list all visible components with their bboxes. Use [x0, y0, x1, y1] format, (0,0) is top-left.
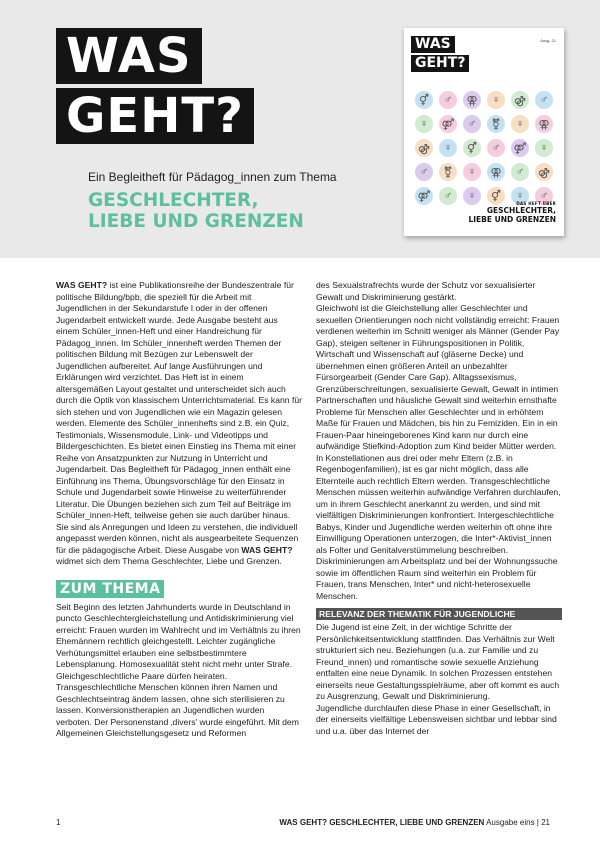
- gender-symbol-glyph: ♂: [511, 163, 529, 181]
- page-number: 1: [56, 818, 61, 827]
- intro-brand: WAS GEHT?: [56, 280, 108, 290]
- gender-symbol-icon: [412, 88, 436, 112]
- intro-paragraph: [56, 280, 302, 568]
- cover-caption: [468, 201, 556, 224]
- gender-symbol-glyph: ⚢: [535, 115, 553, 133]
- gender-symbol-glyph: ⚢: [463, 91, 481, 109]
- logo-line-1: WAS: [56, 28, 202, 84]
- gender-symbol-icon: [460, 136, 484, 160]
- cover-issue: Ausg. 21: [540, 38, 556, 43]
- logo-line-2: GEHT?: [56, 88, 254, 144]
- gender-symbol-glyph: ⚧: [487, 115, 505, 133]
- gender-symbol-icon: [436, 184, 460, 208]
- gender-symbol-icon: [484, 88, 508, 112]
- gender-symbol-glyph: ♀: [463, 163, 481, 181]
- right-column: [316, 280, 562, 737]
- cover-caption-small: DAS HEFT ÜBER: [516, 201, 556, 206]
- gender-symbol-icon: [412, 112, 436, 136]
- gender-symbol-icon: [436, 136, 460, 160]
- header-band: [0, 0, 600, 258]
- gender-symbol-glyph: ⚥: [463, 139, 481, 157]
- gender-symbol-glyph: ⚣: [415, 139, 433, 157]
- gender-symbol-glyph: ⚣: [535, 163, 553, 181]
- gender-symbol-icon: [436, 112, 460, 136]
- left-column: [56, 280, 302, 740]
- gender-symbol-icon: [460, 160, 484, 184]
- gender-symbol-icon: [436, 160, 460, 184]
- gender-symbol-icon: [532, 112, 556, 136]
- subtitle: Ein Begleitheft für Pädagog_innen zum Thema: [88, 170, 337, 184]
- gender-symbol-icon: [532, 160, 556, 184]
- gender-symbol-glyph: ⚤: [511, 139, 529, 157]
- gender-symbol-grid: [412, 88, 560, 208]
- gender-symbol-glyph: ⚤: [415, 187, 433, 205]
- footer-brand: WAS GEHT?: [279, 818, 327, 827]
- gender-symbol-glyph: ♀: [415, 115, 433, 133]
- gender-symbol-glyph: ⚧: [439, 163, 457, 181]
- theme-title: [88, 190, 304, 232]
- footer-title: [279, 818, 550, 827]
- gender-symbol-icon: [508, 160, 532, 184]
- cover-logo-line-1: WAS: [411, 36, 455, 53]
- gender-symbol-icon: [412, 160, 436, 184]
- gender-symbol-glyph: ♂: [463, 115, 481, 133]
- cover-caption-line-2: LIEBE UND GRENZEN: [468, 215, 556, 224]
- gender-symbol-glyph: ⚤: [439, 115, 457, 133]
- was-geht-logo: [56, 28, 246, 148]
- gender-symbol-icon: [412, 136, 436, 160]
- right-paragraph-4: Jugendliche durchlaufen diese Phase in einer Gesellschaft, in der einerseits vielfältige Lebensweisen sichtbar und lebbar sind und u.a. über das Internet der: [316, 702, 557, 736]
- gender-symbol-glyph: ♂: [487, 139, 505, 157]
- gender-symbol-icon: [484, 136, 508, 160]
- footer-theme: GESCHLECHTER, LIEBE UND GRENZEN: [326, 818, 485, 827]
- gender-symbol-icon: [508, 112, 532, 136]
- gender-symbol-glyph: ⚢: [487, 163, 505, 181]
- gender-symbol-icon: [484, 112, 508, 136]
- gender-symbol-glyph: ♂: [439, 91, 457, 109]
- gender-symbol-icon: [436, 88, 460, 112]
- sub-heading-relevanz: RELEVANZ DER THEMATIK FÜR JUGENDLICHE: [316, 608, 562, 620]
- cover-caption-line-1: GESCHLECHTER,: [486, 206, 556, 215]
- gender-symbol-glyph: ♂: [439, 187, 457, 205]
- gender-symbol-glyph: ♂: [535, 187, 553, 205]
- gender-symbol-glyph: ♀: [511, 187, 529, 205]
- gender-symbol-glyph: ⚣: [511, 91, 529, 109]
- intro-text: ist eine Publikationsreihe der Bundeszentrale für politische Bildung/bpb, die speziell für die Arbeit mit Jugendlichen in der Sekundarstufe I oder in der offenen Jugendarbeit entwickelt wurde. Jede Ausgabe besteht aus einem Schüler_innen-Heft und einer Handreichung für Pädagog_innen. Im Schüler_innenheft werden Themen der politischen Bildung mit Bezügen zur Lebenswelt der Jugendlichen aufbereitet. Auf lange Ausführungen und Erklärungen wird verzichtet. Das Heft ist in einem altersgemäßen Layout gestaltet und unterscheidet sich auch durch die Optik von klassischem Unterrichtsmaterial. Es kann für sich stehen und von Jugendlichen wie ein Magazin gelesen werden. Elemente des Schüler_innenhefts sind z.B. ein Quiz, Testimonials, Wissensmodule, Link- und Videotipps und Bildergeschichten. Es bietet einen Einstieg ins Thema mit einer Reihe von Ansatzpunkten zur Nutzung in Unterricht und Jugendarbeit. Das Begleitheft für Pädagog_innen enthält eine Einführung ins Thema, Übungsvorschläge für den Einsatz in Schule und Jugendarbeit sowie Hinweise zu weiterführender Literatur. Die Übungen beziehen sich zum Teil auf Beiträge im Schüler_innen-Heft, teilweise gehen sie auch darüber hinaus. Sie sind als Anregungen und Ideen zu verstehen, die individuell angepasst werden können, nicht als ausgearbeitete Sequenzen für die pädagogische Arbeit. Diese Ausgabe von: [56, 280, 302, 555]
- cover-logo-line-2: GEHT?: [411, 55, 469, 72]
- section-heading-zum-thema: ZUM THEMA: [56, 580, 164, 598]
- gender-symbol-glyph: ♂: [415, 163, 433, 181]
- gender-symbol-glyph: ⚥: [487, 187, 505, 205]
- gender-symbol-glyph: ♀: [439, 139, 457, 157]
- theme-title-line-2: LIEBE UND GRENZEN: [88, 211, 304, 232]
- gender-symbol-icon: [532, 88, 556, 112]
- gender-symbol-glyph: ♀: [511, 115, 529, 133]
- magazine-cover: [404, 28, 564, 236]
- gender-symbol-glyph: ♂: [535, 91, 553, 109]
- footer-edition: Ausgabe eins | 21: [484, 818, 550, 827]
- gender-symbol-glyph: ♀: [535, 139, 553, 157]
- gender-symbol-icon: [508, 136, 532, 160]
- cover-logo: [411, 36, 469, 74]
- gender-symbol-icon: [508, 88, 532, 112]
- zum-thema-paragraph: Seit Beginn des letzten Jahrhunderts wurde in Deutschland in puncto Geschlechtergleichstellung und Antidiskriminierung viel erreicht: Frauen wurden im Wahlrecht und im Verhältnis zu ihren Ehemännern rechtlich gleichgestellt. Leichter zugängliche Verhütungsmittel erlauben eine selbstbestimmtere Lebensplanung. Homosexualität steht nicht mehr unter Strafe. Gleichgeschlechtliche Paare dürfen heiraten. Transgeschlechtliche Menschen können ihren Namen und Geschlechtseintrag ändern lassen, ohne sich sterilisieren zu lassen. Konversionstherapien an Jugendlichen wurden verboten. Der Personenstand ‚divers' wurde eingeführt. Mit dem Allgemeinen Gleichstellungsgesetz und Reformen: [56, 601, 301, 738]
- right-paragraph-1: des Sexualstrafrechts wurde der Schutz vor sexualisierter Gewalt und Diskriminierung gestärkt.: [316, 280, 536, 302]
- gender-symbol-glyph: ♀: [463, 187, 481, 205]
- gender-symbol-icon: [412, 184, 436, 208]
- gender-symbol-glyph: ⚥: [415, 91, 433, 109]
- gender-symbol-icon: [532, 136, 556, 160]
- intro-text-2: widmet sich dem Thema Geschlechter, Liebe und Grenzen.: [56, 556, 282, 566]
- gender-symbol-icon: [460, 112, 484, 136]
- gender-symbol-icon: [460, 88, 484, 112]
- intro-brand-2: WAS GEHT?: [241, 544, 293, 555]
- gender-symbol-glyph: ♀: [487, 91, 505, 109]
- right-paragraph-3: Die Jugend ist eine Zeit, in der wichtige Schritte der Persönlichkeitsentwicklung stattfinden. Das Verhältnis zur Welt strukturiert sich neu. Beziehungen (u.a. zur Familie und zu Freund_innen) und romantische sowie sexuelle Anziehung entfalten eine neue Dynamik. In solchen Prozessen entstehen einerseits neue Gestaltungsspielräume, aber oft kommt es auch zu Ausgrenzung, Gewalt und Diskriminierung.: [316, 622, 560, 701]
- theme-title-line-1: GESCHLECHTER,: [88, 190, 259, 211]
- right-paragraph-2: Gleichwohl ist die Gleichstellung aller Geschlechter und sexuellen Orientierungen noch nicht vollständig erreicht: Frauen verdienen weiterhin im Schnitt weniger als Männer (Gender Pay Gap), steigen seltener in Führungspositionen in Politik, Wirtschaft und Wissenschaft auf (gläserne Decke) und übernehmen einen größeren Anteil an unbezahlter Fürsorgearbeit (Gender Care Gap). Alltagssexismus, Grenzüberschreitungen, sexualisierte Gewalt, Gewalt in intimen Partnerschaften und häusliche Gewalt sind weiterhin ernsthafte Probleme für Menschen aller Geschlechter und in erhöhtem Maße für Frauen und Mädchen, bis hin zu Femiziden. Ein in ein Frauen-Paar hineingeborenes Kind kann nur durch eine aufwändige Stiefkind-Adoption zum Kind beider Mütter werden. In Konstellationen aus drei oder mehr Eltern (z.B. in Regenbogenfamilien), ist es gar nicht möglich, dass alle Elternteile auch rechtlich Eltern werden. Transgeschlechtliche Menschen müssen weiterhin aufwändige Verfahren durchlaufen, um in ihrem Geschlecht anerkannt zu werden, und sind mit vielfältigen Diskriminierungen konfrontiert. Intergeschlechtliche Babys, Kinder und Jugendliche werden weiterhin oft ohne ihre Einwilligung Operationen unterzogen, die Inter*-Aktivist_innen als Folter und Genitalverstümmelung beschreiben. Diskriminierungen am Arbeitsplatz und bei der Wohnungssuche sowie im öffentlichen Raum sind weiterhin ein Problem für Frauen, trans Menschen, Inter* und nicht-heterosexuelle Menschen.: [316, 303, 561, 601]
- gender-symbol-icon: [484, 160, 508, 184]
